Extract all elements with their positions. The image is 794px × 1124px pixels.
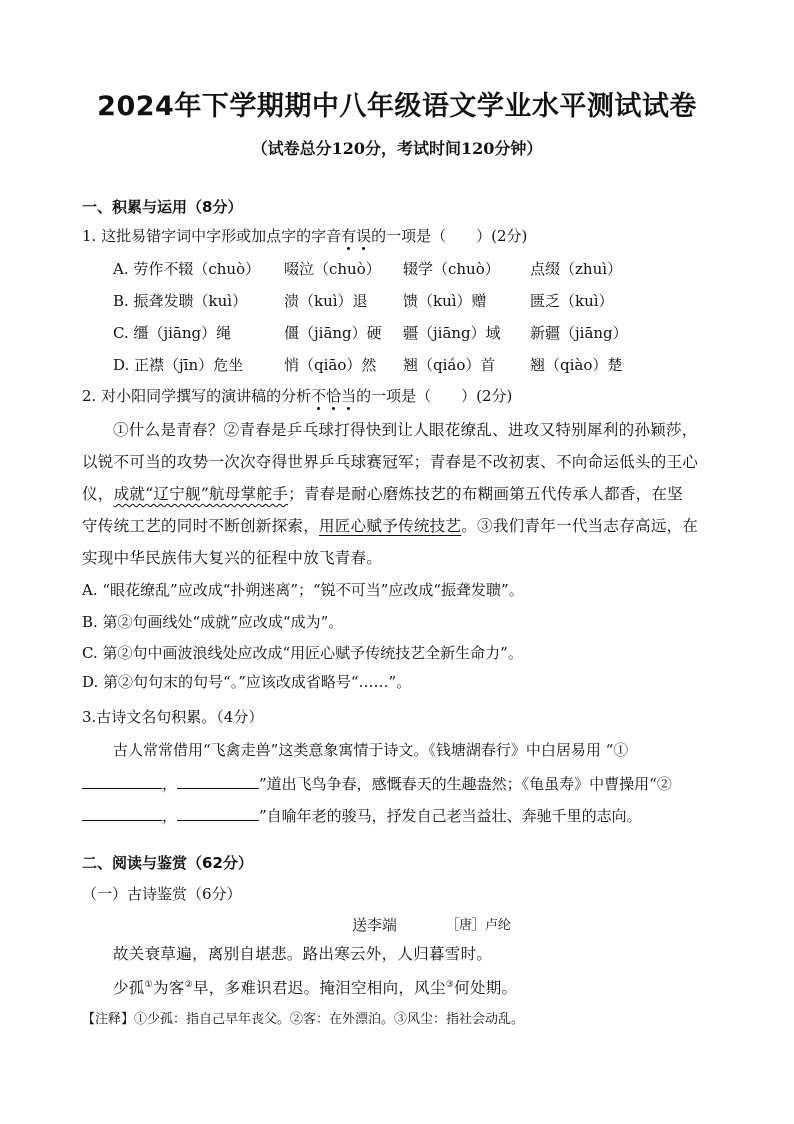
q2-passage-line: ①什么是青春？②青春是乒乓球打得快到让人眼花缭乱、进攻又特别犀利的孙颖莎， [113,421,698,439]
q3-text-line [82,804,642,826]
emphasis-dotted-char: 不 [311,387,327,405]
q3-text-line [82,772,672,794]
q2-wavy-underlined-phrase: 成就“辽宁舰”航母掌舵手 [113,485,289,503]
q1-option-cell: 溃（kuì）退 [284,292,368,310]
q3-text: ”自喻年老的骏马，抒发自己老当益壮、奔驰千里的志向。 [259,807,642,825]
q2-passage-text: 仪， [82,485,114,503]
poem-annotation: 【注释】①少孤：指自己早年丧父。②客：在外漂泊。③风尘：指社会动乱。 [82,1012,525,1027]
q3-comma: ， [162,775,178,793]
emphasis-dotted-char: 恰 [326,387,342,405]
poem-author: ［唐］卢纶 [446,918,512,933]
q1-option-cell: A. 劳作不辍（chuò） [113,260,261,278]
q2-passage-text: 守传统工艺的同时不断创新探索， [82,517,320,535]
q2-option-d: D. 第②句句末的句号“。”应该改成省略号“……”。 [82,673,412,691]
q3-text-line: 古人常常借用“飞禽走兽”这类意象寓情于诗文。《钱塘湖春行》中白居易用 “① [113,741,629,759]
note-marker: ③ [445,980,455,990]
question-3-heading: 3.古诗文名句积累。（4分） [82,708,264,726]
q2-stem-post: 的一项是（ ）(2分) [356,387,513,405]
emphasis-dotted-char: 误 [356,227,372,245]
poem-text: 少孤 [113,979,145,998]
poem-line [113,975,517,998]
question-1-stem [82,226,527,246]
poem-text: 何处期。 [454,979,518,998]
section-2-heading: 二、阅读与鉴赏（62分） [82,854,253,872]
answer-blank-4[interactable] [177,804,259,821]
q1-option-cell: 翘（qiào）楚 [530,356,623,374]
q2-passage-line: 以锐不可当的攻势一次次夺得世界乒乓球赛冠军；青春是不改初衷、不向命运低头的王心 [82,453,699,471]
answer-blank-1[interactable] [82,772,162,789]
q1-option-cell: C. 缰（jiāng）绳 [113,324,232,342]
q2-passage-line [82,516,698,536]
q1-option-cell: 馈（kuì）赠 [403,292,487,310]
page-subtitle: （试卷总分120分，考试时间120分钟） [251,139,543,158]
q2-stem-dotted [311,387,356,405]
section-1-heading: 一、积累与运用（8分） [82,198,243,216]
q1-option-cell: 新疆（jiāng） [530,324,628,342]
q2-passage-text: ；青春是耐心磨炼技艺的布糊画第五代传承人都香，在坚 [288,485,684,503]
q1-option-cell: 翘（qiáo）首 [403,356,496,374]
q2-option-b: B. 第②句画线处“成就”应改成“成为”。 [82,613,344,631]
q3-comma: ， [162,807,178,825]
q1-option-cell: 疆（jiāng）域 [403,324,501,342]
q1-stem-dotted [341,227,371,245]
q1-option-cell: 僵（jiāng）硬 [284,324,382,342]
q2-passage-line [82,484,683,504]
q1-option-cell: 点缀（zhuì） [530,260,623,278]
q2-passage-text: 。③我们青年一代当志存高远，在 [461,517,699,535]
emphasis-dotted-char: 有 [341,227,357,245]
q2-underlined-phrase: 用匠心赋予传统技艺 [319,517,462,535]
q1-option-cell: 辍学（chuò） [403,260,500,278]
answer-blank-2[interactable] [177,772,259,789]
q1-option-cell: 啜泣（chuò） [284,260,381,278]
poem-text: 早，多难识君迟。掩泪空相向，风尘 [192,979,446,998]
q1-option-cell: 匮乏（kuì） [530,292,614,310]
section-2-sub-heading: （一）古诗鉴赏（6分） [82,885,242,903]
page-title: 2024年下学期期中八年级语文学业水平测试试卷 [97,91,697,122]
poem-text: 为客 [152,979,185,998]
q1-stem-post: 的一项是（ ）(2分) [371,227,528,245]
q1-option-cell: B. 振聋发聩（kuì） [113,292,248,310]
emphasis-dotted-char: 当 [341,387,357,405]
poem-line: 故关衰草遍，离别自堪悲。路出寒云外，人归暮雪时。 [113,945,493,963]
q3-text: ”道出飞鸟争春，感慨春天的生趣盎然；《龟虽寿》中曹操用“② [259,775,672,793]
q1-option-cell: D. 正襟（jīn）危坐 [113,356,244,374]
q2-option-a: A. “眼花缭乱”应改成“扑朔迷离”；“锐不可当”应改成“振聋发聩”。 [82,581,524,599]
q1-option-cell: 悄（qiāo）然 [284,356,377,374]
note-marker: ② [184,980,193,990]
q2-passage-line: 实现中华民族伟大复兴的征程中放飞青春。 [82,549,383,567]
q2-stem-pre: 2. 对小阳同学撰写的演讲稿的分析 [82,387,312,405]
question-2-stem [82,386,512,406]
q2-option-c: C. 第②句中画波浪线处应改成“用匠心赋予传统技艺全新生命力”。 [82,644,523,662]
q1-stem-pre: 1. 这批易错字词中字形或加点字的字音 [82,227,342,245]
answer-blank-3[interactable] [82,804,162,821]
note-marker: ① [144,980,153,990]
poem-title: 送李端 [352,916,398,934]
